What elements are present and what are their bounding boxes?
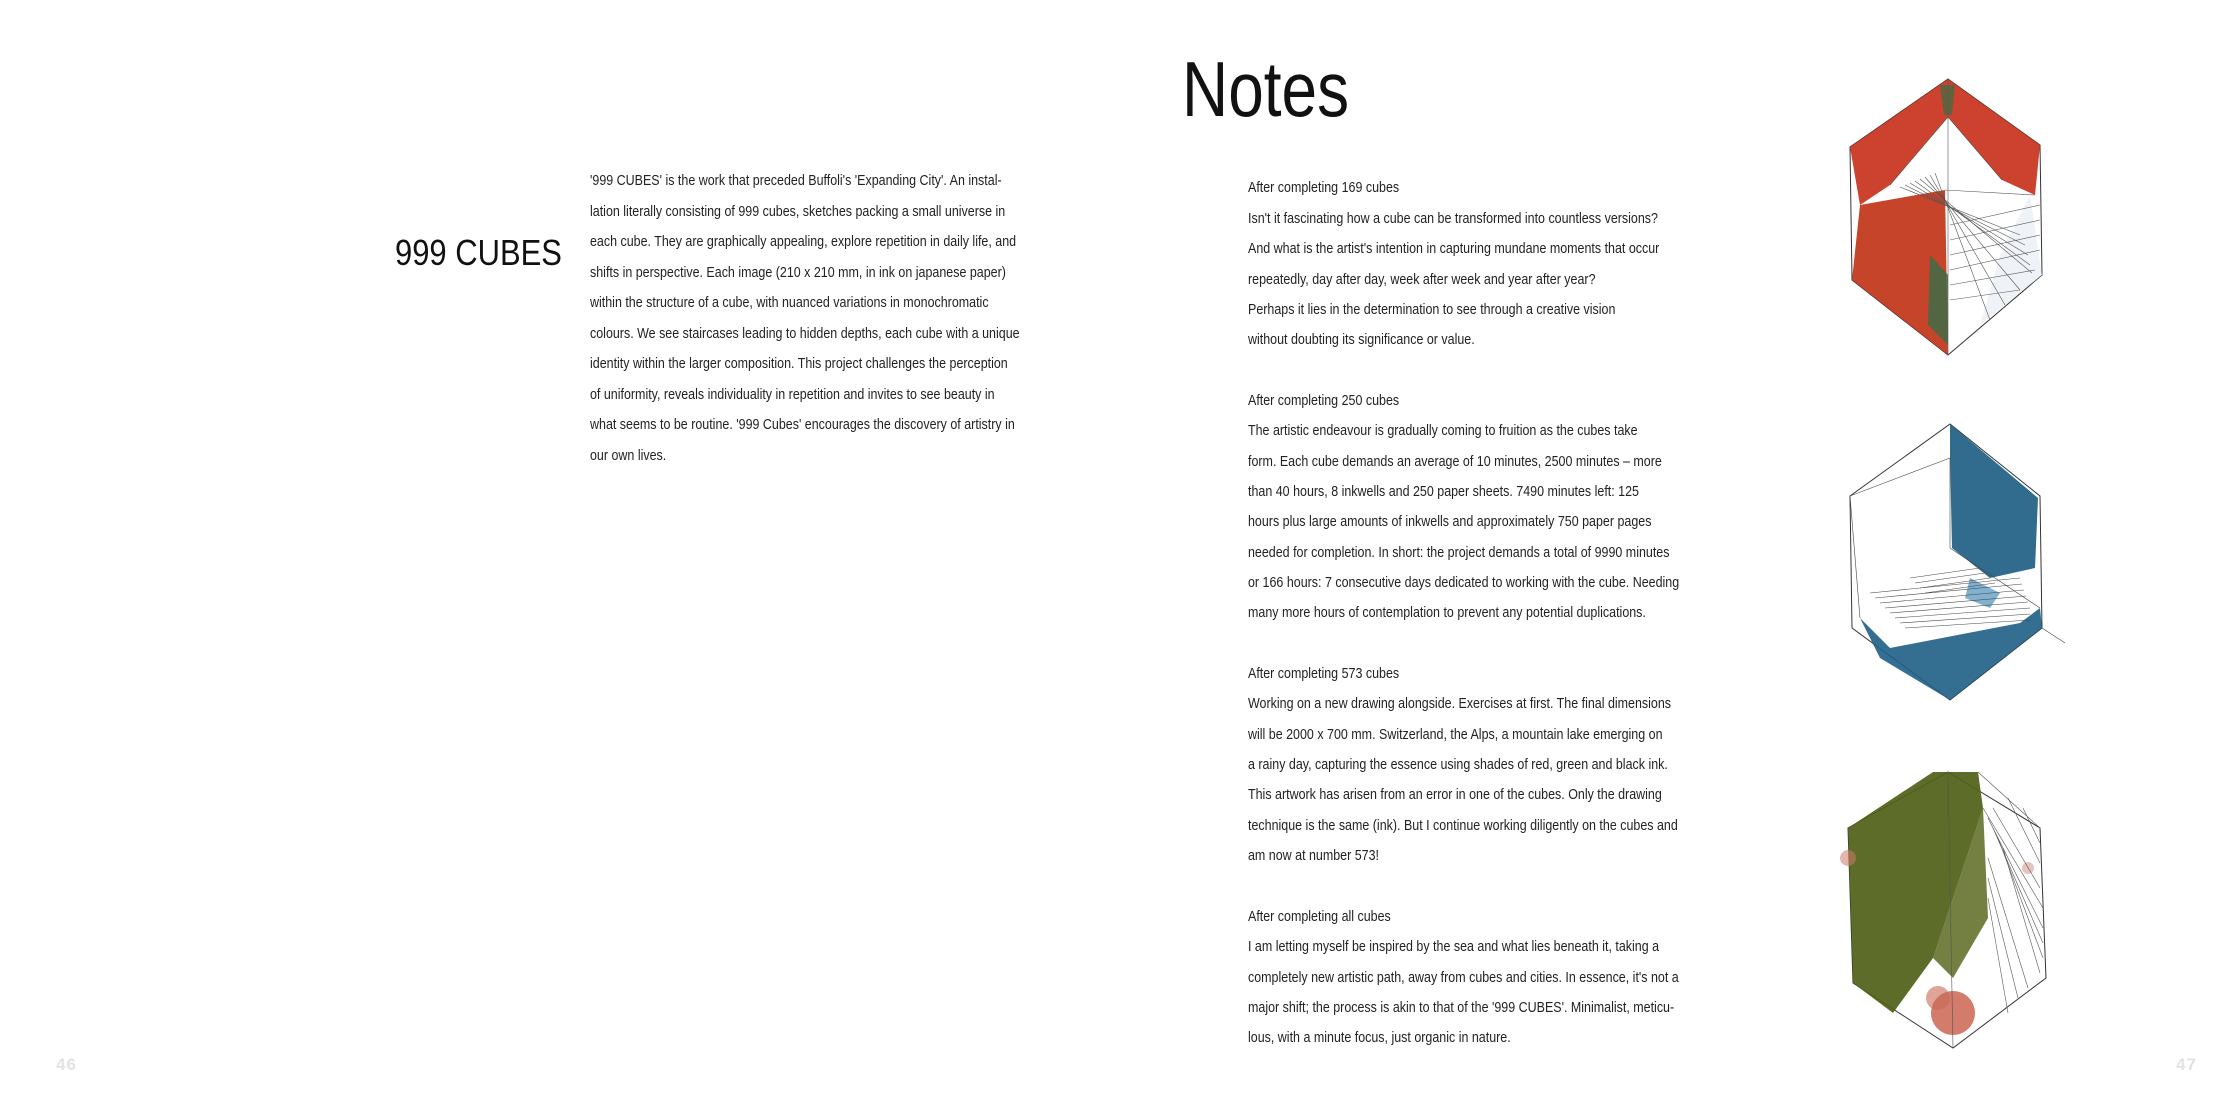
blue-cube-artwork: [1830, 418, 2070, 708]
note-heading: After completing 169 cubes: [1248, 180, 1400, 196]
intro-line: each cube. They are graphically appealing, explore repetition in daily life, and: [590, 234, 1017, 250]
note-line: lous, with a minute focus, just organic in nature.: [1248, 1030, 1511, 1046]
note-heading: After completing all cubes: [1248, 909, 1391, 925]
intro-line: identity within the larger composition. This project challenges the perception: [590, 356, 1008, 372]
note-line: major shift; the process is akin to that of the '999 CUBES'. Minimalist, meticu-: [1248, 1000, 1675, 1016]
note-line: needed for completion. In short: the project demands a total of 9990 minutes: [1248, 545, 1670, 561]
note-line: Isn't it fascinating how a cube can be transformed into countless versions?: [1248, 211, 1658, 227]
page-number-left: 46: [56, 1055, 77, 1074]
note-line: The artistic endeavour is gradually coming to fruition as the cubes take: [1248, 423, 1638, 439]
note-line: a rainy day, capturing the essence using shades of red, green and black ink.: [1248, 757, 1668, 773]
intro-line: of uniformity, reveals individuality in repetition and invites to see beauty in: [590, 386, 995, 403]
note-line: than 40 hours, 8 inkwells and 250 paper sheets. 7490 minutes left: 125: [1248, 484, 1639, 500]
red-cube-artwork: [1830, 75, 2070, 365]
intro-line: our own lives.: [590, 447, 667, 464]
note-line: or 166 hours: 7 consecutive days dedicated to working with the cube. Needing: [1248, 575, 1680, 591]
note-line: many more hours of contemplation to prevent any potential duplications.: [1248, 605, 1646, 621]
note-line: technique is the same (ink). But I continue working diligently on the cubes and: [1248, 818, 1678, 834]
page-number-right: 47: [2176, 1055, 2197, 1074]
intro-line: '999 CUBES' is the work that preceded Buffoli's 'Expanding City'. An instal-: [590, 173, 1002, 189]
note-line: And what is the artist's intention in capturing mundane moments that occur: [1248, 241, 1660, 257]
section-title: 999 CUBES: [395, 232, 562, 273]
note-heading: After completing 250 cubes: [1248, 393, 1400, 409]
note-line: hours plus large amounts of inkwells and approximately 750 paper pages: [1248, 514, 1652, 530]
note-heading: After completing 573 cubes: [1248, 666, 1400, 682]
note-line: Perhaps it lies in the determination to see through a creative vision: [1248, 302, 1616, 318]
note-line: completely new artistic path, away from cubes and cities. In essence, it's not a: [1248, 970, 1679, 986]
note-line: without doubting its significance or value.: [1248, 332, 1475, 348]
notes-title: Notes: [1182, 45, 1350, 133]
intro-line: within the structure of a cube, with nuanced variations in monochromatic: [590, 295, 989, 311]
intro-line: colours. We see staircases leading to hidden depths, each cube with a unique: [590, 325, 1020, 342]
note-line: This artwork has arisen from an error in one of the cubes. Only the drawing: [1248, 787, 1662, 803]
intro-line: shifts in perspective. Each image (210 x 210 mm, in ink on japanese paper): [590, 264, 1006, 281]
note-line: will be 2000 x 700 mm. Switzerland, the Alps, a mountain lake emerging on: [1248, 727, 1663, 743]
intro-line: what seems to be routine. '999 Cubes' encourages the discovery of artistry in: [590, 417, 1015, 433]
note-line: I am letting myself be inspired by the sea and what lies beneath it, taking a: [1248, 939, 1660, 955]
note-line: repeatedly, day after day, week after week and year after year?: [1248, 272, 1596, 288]
intro-line: lation literally consisting of 999 cubes, sketches packing a small universe in: [590, 203, 1006, 220]
note-line: Working on a new drawing alongside. Exercises at first. The final dimensions: [1248, 696, 1672, 712]
intro-paragraph: [590, 166, 1020, 471]
note-line: form. Each cube demands an average of 10 minutes, 2500 minutes – more: [1248, 454, 1662, 470]
green-cube-artwork: [1828, 768, 2073, 1053]
note-line: am now at number 573!: [1248, 848, 1380, 864]
